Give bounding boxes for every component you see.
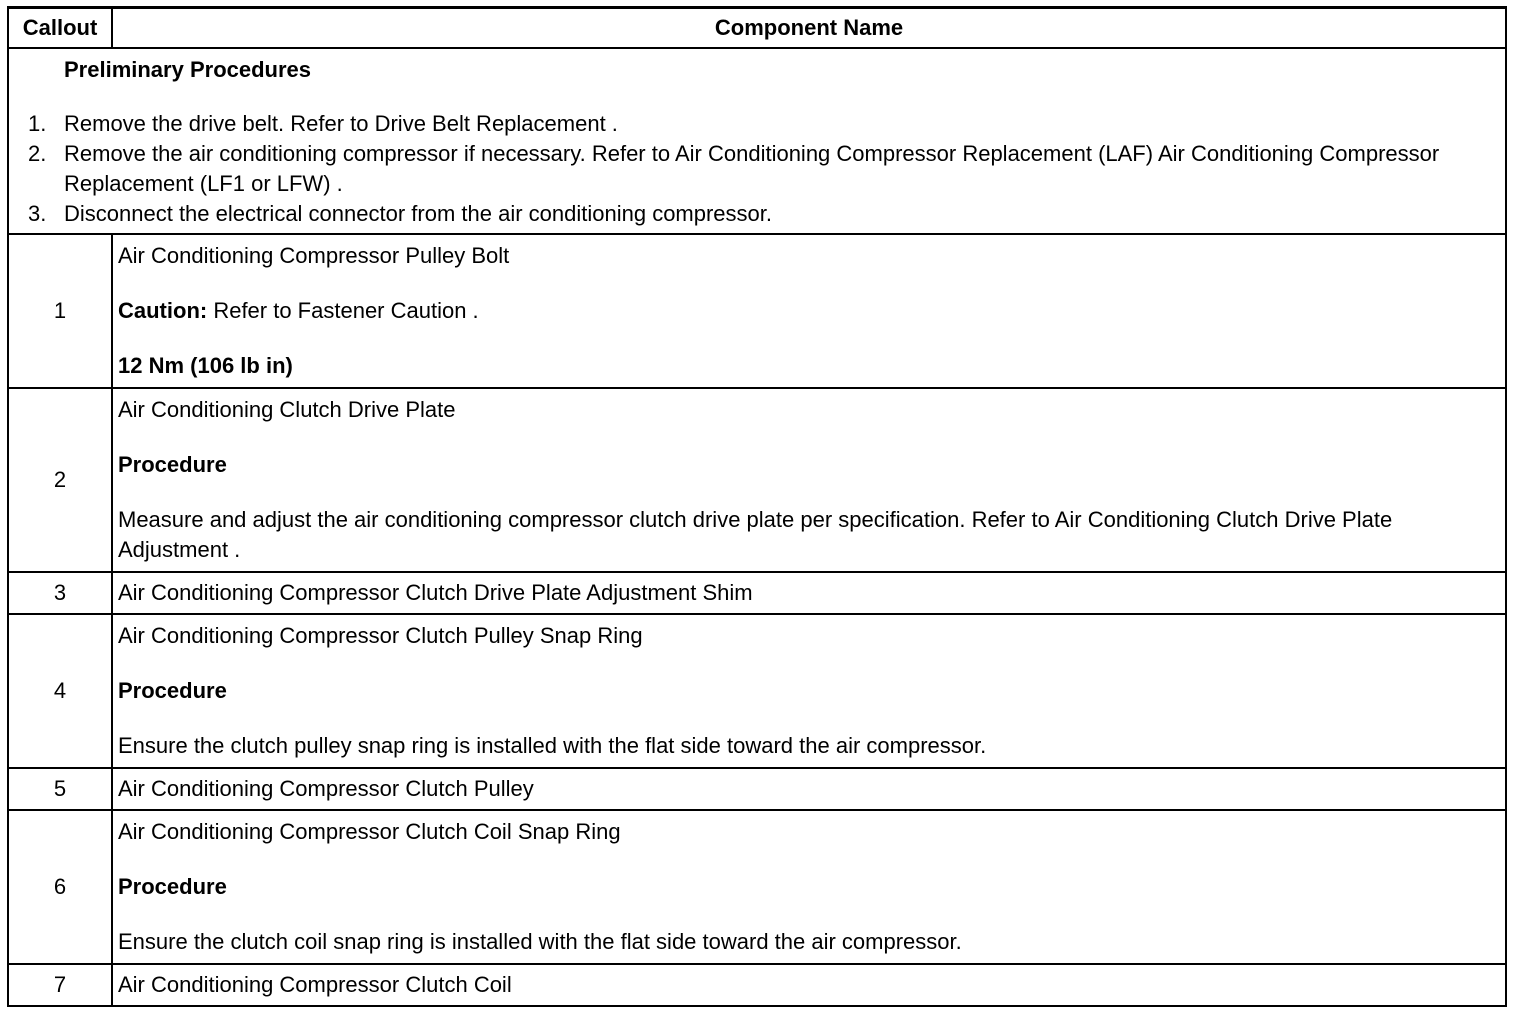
component-table: [7, 6, 1507, 1007]
component-cell: [112, 388, 1506, 572]
callout-cell: 1: [8, 234, 112, 388]
step-text: Disconnect the electrical connector from the air conditioning compressor.: [64, 201, 773, 226]
table-row: [8, 388, 1506, 572]
procedure-text: Ensure the clutch pulley snap ring is installed with the flat side toward the air compressor.: [118, 733, 987, 758]
preliminary-steps-list: [23, 109, 1497, 229]
table-row: [8, 572, 1506, 614]
component-cell: [112, 614, 1506, 768]
caution-note: [118, 296, 1497, 326]
callout-cell: 6: [8, 810, 112, 964]
component-name: Air Conditioning Compressor Clutch Pulley: [112, 768, 1506, 810]
caution-text: Refer to Fastener Caution .: [207, 298, 479, 323]
table-row: [8, 234, 1506, 388]
step-text: Remove the drive belt. Refer to Drive Belt Replacement .: [64, 111, 618, 136]
preliminary-procedures-cell: [8, 48, 1506, 234]
component-name: Air Conditioning Compressor Clutch Coil: [112, 964, 1506, 1006]
procedure-label: Procedure: [118, 678, 227, 703]
callout-cell: 4: [8, 614, 112, 768]
procedure-text: Measure and adjust the air conditioning compressor clutch drive plate per specification. Refer to Air Conditioning Clutch Drive Plate Adjustment .: [118, 507, 1393, 562]
preliminary-procedures-row: [8, 48, 1506, 234]
component-cell: [112, 810, 1506, 964]
component-cell: [112, 234, 1506, 388]
procedure-label: Procedure: [118, 874, 227, 899]
callout-cell: 3: [8, 572, 112, 614]
callout-cell: 5: [8, 768, 112, 810]
table-row: [8, 810, 1506, 964]
torque-spec: 12 Nm (106 lb in): [118, 353, 293, 378]
list-item: [23, 139, 1497, 199]
step-text: Remove the air conditioning compressor if necessary. Refer to Air Conditioning Compressor Replacement (LAF) Air Conditioning Compressor Replacement (LF1 or LFW) .: [64, 141, 1440, 196]
table-row: [8, 768, 1506, 810]
component-name: Air Conditioning Clutch Drive Plate: [118, 397, 456, 422]
table-row: [8, 964, 1506, 1006]
procedure-text: Ensure the clutch coil snap ring is installed with the flat side toward the air compressor.: [118, 929, 962, 954]
table-header-row: [8, 8, 1506, 49]
step-number: 3.: [28, 201, 47, 226]
procedure-label: Procedure: [118, 452, 227, 477]
list-item: [23, 109, 1497, 139]
step-number: 2.: [28, 141, 47, 166]
callout-cell: 2: [8, 388, 112, 572]
table-row: [8, 614, 1506, 768]
caution-label: Caution:: [118, 298, 208, 323]
component-name: Air Conditioning Compressor Clutch Coil Snap Ring: [118, 819, 621, 844]
callout-header: Callout: [8, 8, 112, 49]
step-number: 1.: [28, 111, 47, 136]
component-name: Air Conditioning Compressor Clutch Pulley Snap Ring: [118, 623, 643, 648]
preliminary-procedures-title: Preliminary Procedures: [64, 57, 312, 82]
component-name: Air Conditioning Compressor Clutch Drive Plate Adjustment Shim: [112, 572, 1506, 614]
list-item: [23, 199, 1497, 229]
callout-cell: 7: [8, 964, 112, 1006]
component-name: Air Conditioning Compressor Pulley Bolt: [118, 243, 510, 268]
component-name-header: Component Name: [112, 8, 1506, 49]
